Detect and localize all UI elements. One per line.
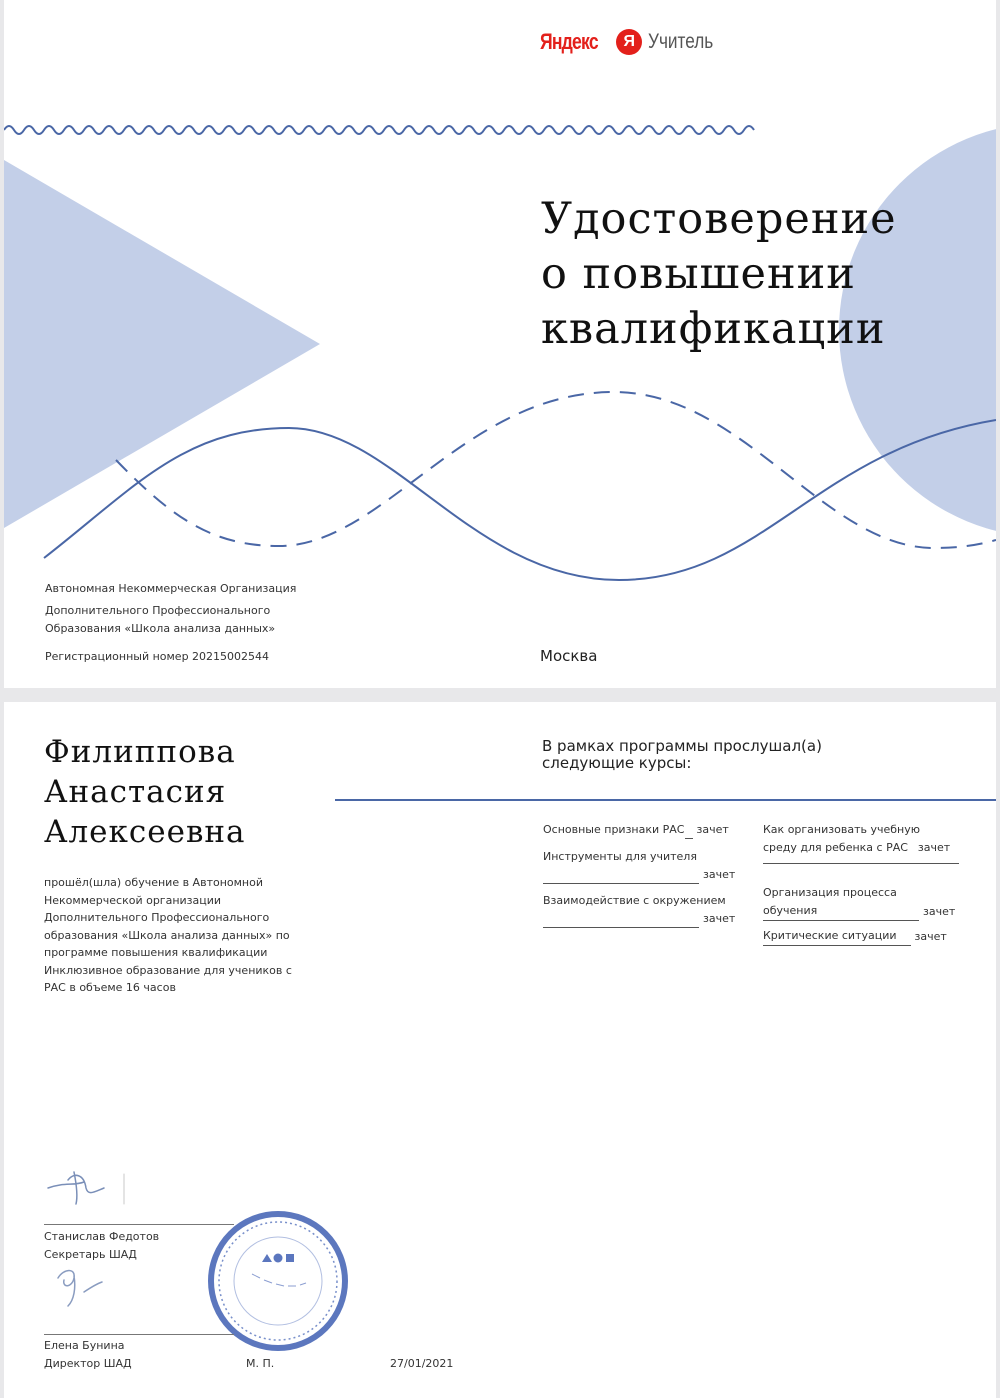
course-name: Взаимодействие с окружением (543, 894, 726, 907)
yandex-uchitel-logo (616, 29, 728, 55)
solid-wave-line (44, 420, 996, 580)
signatory-1 (44, 1228, 159, 1264)
certificate-title-line: квалификации (541, 304, 886, 354)
signatory-name: Станислав Федотов (44, 1230, 160, 1243)
logos (540, 28, 728, 56)
course-name: Инструменты для учителя (543, 850, 697, 863)
course-result: зачет (703, 912, 736, 925)
course-name: Как организовать учебную (763, 823, 920, 836)
signatures-and-stamp (4, 702, 996, 1398)
certificate-title (541, 192, 961, 357)
signatory-name: Елена Бунина (44, 1339, 125, 1352)
certificate-details-page (4, 702, 996, 1398)
courses-heading-line: В рамках программы прослушал(а) (542, 737, 822, 755)
signatory-2 (44, 1337, 132, 1373)
organization-line: Дополнительного Профессионального (45, 604, 271, 617)
signatory-role: Директор ШАД (44, 1357, 132, 1370)
signature-line (44, 1334, 234, 1335)
recipient-patronymic: Алексеевна (44, 814, 246, 850)
registration-number: Регистрационный номер 20215002544 (45, 650, 270, 663)
certificate-cover-page (4, 0, 996, 688)
course-result: зачет (696, 823, 729, 836)
triangle-shape (4, 160, 320, 528)
uchitel-logo-text: Учитель (648, 30, 714, 53)
organization-line: Образования «Школа анализа данных» (45, 622, 276, 635)
signature-1 (48, 1172, 124, 1204)
squiggle-line (4, 126, 754, 134)
course-name: Критические ситуации (763, 929, 897, 942)
stamp-label: М. П. (246, 1357, 275, 1370)
study-description: прошёл(шла) обучение в Автономной Некоммерческой организации Дополнительного Профессионального образования «Школа анализа данных» по программе повышения квалификации Инклюзивное образование для учеников с РАС в объеме 16 часов (44, 876, 292, 994)
recipient-surname: Филиппова (44, 734, 236, 770)
courses-heading-line: следующие курсы: (542, 754, 692, 772)
course-result: зачет (923, 905, 956, 918)
signature-2 (58, 1271, 102, 1307)
city: Москва (540, 647, 598, 665)
signatory-role: Секретарь ШАД (44, 1248, 137, 1261)
organization-line: Автономная Некоммерческая Организация (45, 582, 297, 595)
yandex-logo: Яндекс (540, 29, 598, 54)
course-name: Организация процесса (763, 886, 897, 899)
ya-circle-icon: Я (616, 29, 642, 55)
organization-name (45, 580, 296, 638)
signature-line (44, 1224, 234, 1225)
course-name: среду для ребенка с РАС (763, 841, 908, 854)
course-result: зачет (703, 868, 736, 881)
certificate-title-line: Удостоверение (541, 194, 897, 244)
recipient-first-name: Анастасия (44, 774, 227, 810)
issue-date: 27/01/2021 (390, 1357, 454, 1370)
stamp (211, 1214, 345, 1348)
course-result: зачет (917, 841, 951, 854)
course-name: обучения (763, 904, 818, 917)
course-result: зачет (914, 930, 947, 943)
certificate-title-line: о повышении (541, 249, 856, 299)
course-name: Основные признаки РАС (543, 823, 685, 836)
